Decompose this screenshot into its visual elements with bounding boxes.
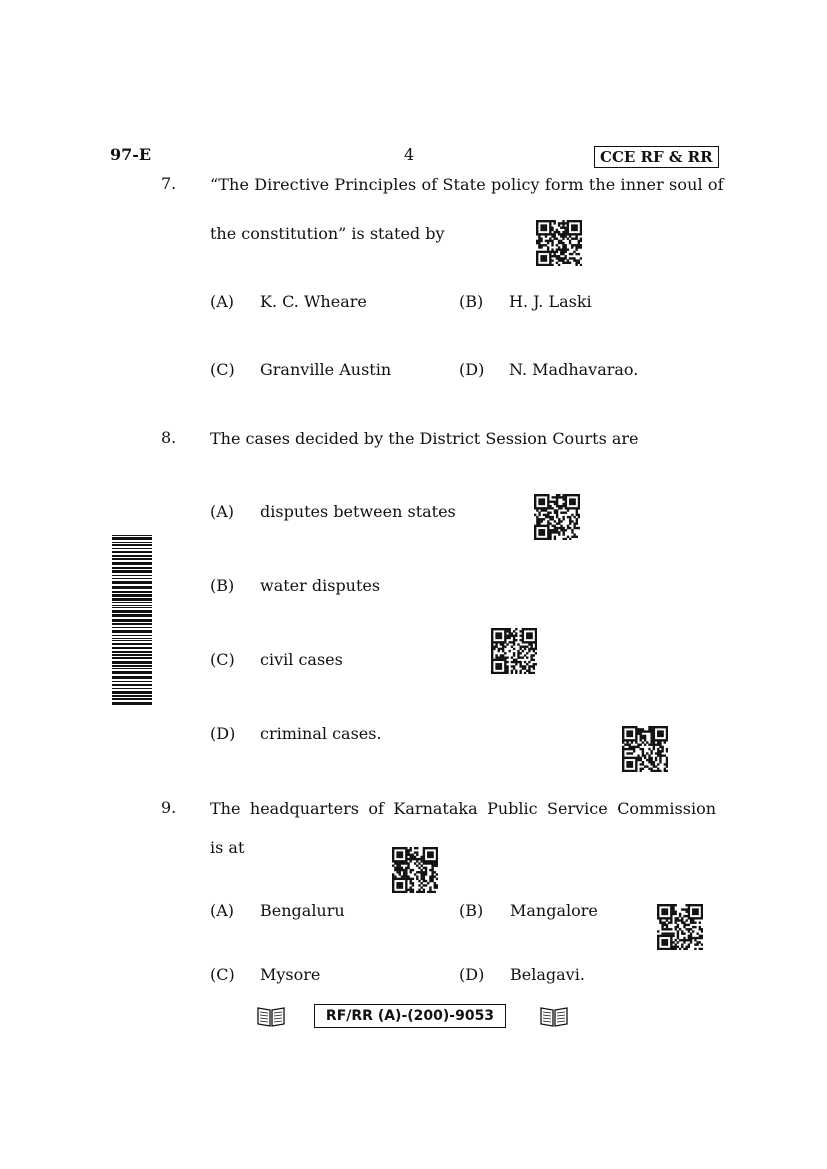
q9-option-c-text: Mysore <box>260 965 321 984</box>
q7-option-b-text: H. J. Laski <box>509 292 592 311</box>
paper-code: 97-E <box>110 145 152 164</box>
q9-option-b-text: Mangalore <box>510 901 598 920</box>
footer-code: RF/RR (A)-(200)-9053 <box>314 1004 506 1028</box>
exam-label: CCE RF & RR <box>594 146 719 168</box>
q7-option-b-letter: (B) <box>459 292 484 311</box>
question-7-text-line2: the constitution” is stated by <box>210 224 445 243</box>
q9-option-a-text: Bengaluru <box>260 901 345 920</box>
q9-option-c-letter: (C) <box>210 965 235 984</box>
question-number-7: 7. <box>161 174 177 193</box>
q8-option-d-text: criminal cases. <box>260 724 382 743</box>
open-book-icon <box>256 1005 286 1027</box>
question-number-9: 9. <box>161 798 177 817</box>
q8-option-c-text: civil cases <box>260 650 343 669</box>
qr-code-icon <box>534 494 580 540</box>
q8-option-d-letter: (D) <box>210 724 236 743</box>
q8-option-c-letter: (C) <box>210 650 235 669</box>
q8-option-a-letter: (A) <box>210 502 235 521</box>
q8-option-a-text: disputes between states <box>260 502 456 521</box>
q9-option-d-letter: (D) <box>459 965 485 984</box>
question-7-text-line1: “The Directive Principles of State policy form the inner soul of <box>210 175 724 194</box>
q9-option-a-letter: (A) <box>210 901 235 920</box>
barcode-icon <box>112 535 152 705</box>
question-9-text-line2: is at <box>210 838 245 857</box>
qr-code-icon <box>536 220 582 266</box>
q9-option-d-text: Belagavi. <box>510 965 585 984</box>
q7-option-d-letter: (D) <box>459 360 485 379</box>
question-number-8: 8. <box>161 428 177 447</box>
q7-option-c-letter: (C) <box>210 360 235 379</box>
question-9-text-line1: The headquarters of Karnataka Public Service Commission <box>210 799 716 818</box>
q7-option-a-text: K. C. Wheare <box>260 292 367 311</box>
qr-code-icon <box>622 726 668 772</box>
q7-option-a-letter: (A) <box>210 292 235 311</box>
q7-option-c-text: Granville Austin <box>260 360 392 379</box>
q8-option-b-letter: (B) <box>210 576 235 595</box>
qr-code-icon <box>491 628 537 674</box>
qr-code-icon <box>657 904 703 950</box>
q9-option-b-letter: (B) <box>459 901 484 920</box>
page-number: 4 <box>404 145 415 164</box>
q8-option-b-text: water disputes <box>260 576 381 595</box>
qr-code-icon <box>392 847 438 893</box>
q7-option-d-text: N. Madhavarao. <box>509 360 639 379</box>
question-8-text-line1: The cases decided by the District Session Courts are <box>210 429 639 448</box>
open-book-icon <box>539 1005 569 1027</box>
